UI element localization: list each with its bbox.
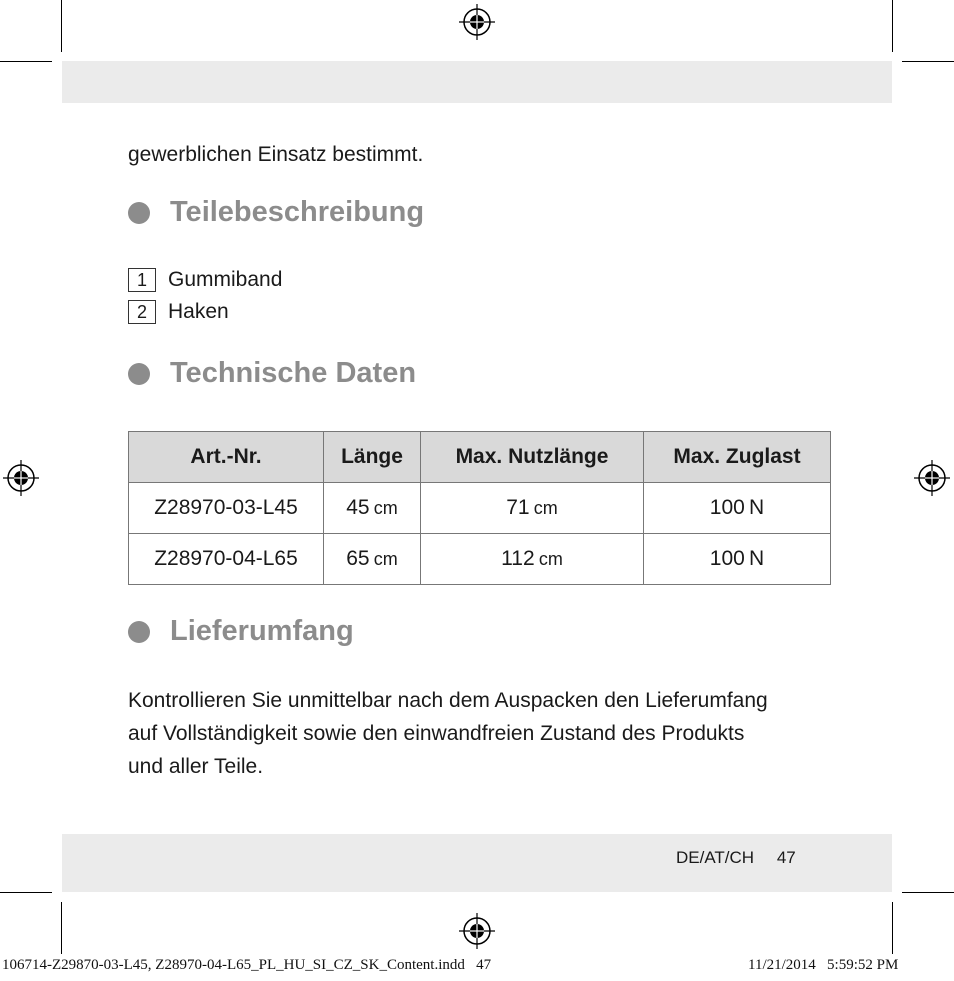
- part-label: Gummiband: [168, 268, 283, 291]
- part-number-box: 2: [128, 300, 156, 324]
- delivery-heading: [128, 615, 354, 648]
- crop-mark-bottom-right-v: [892, 902, 893, 954]
- cell-art-nr: Z28970-03-L45: [129, 483, 324, 534]
- delivery-line: Kontrollieren Sie unmittelbar nach dem Auspacken den Lieferumfang: [128, 689, 768, 712]
- cell-max-zuglast: 100 N: [644, 483, 831, 534]
- technical-heading-text: Technische Daten: [170, 357, 417, 389]
- crop-mark-bottom-left-v: [61, 902, 62, 954]
- cell-max-zuglast: 100 N: [644, 534, 831, 585]
- crop-mark-top-left-h: [0, 61, 52, 62]
- delivery-heading-text: Lieferumfang: [170, 615, 354, 647]
- table-row: [129, 483, 831, 534]
- footer-page-number: 47: [776, 848, 796, 867]
- part-number-box: 1: [128, 268, 156, 292]
- part-item: [128, 268, 282, 292]
- header-art-nr: Art.-Nr.: [129, 432, 324, 483]
- page-footer: [676, 848, 796, 868]
- print-slug-datetime: 11/21/2014 5:59:52 PM: [748, 957, 899, 973]
- registration-mark-top-icon: [459, 4, 495, 40]
- cell-laenge: 65 cm: [324, 534, 421, 585]
- cell-laenge: 45 cm: [324, 483, 421, 534]
- crop-mark-top-right-h: [902, 61, 954, 62]
- delivery-line: auf Vollständigkeit sowie den einwandfreien Zustand des Produkts: [128, 722, 745, 745]
- crop-mark-top-right-v: [892, 0, 893, 52]
- part-label: Haken: [168, 300, 229, 323]
- footer-lang: DE/AT/CH: [676, 848, 755, 867]
- header-max-zuglast: Max. Zuglast: [644, 432, 831, 483]
- registration-mark-right-icon: [914, 460, 950, 496]
- header-band: [62, 61, 892, 103]
- registration-mark-bottom-icon: [459, 913, 495, 949]
- table-row: [129, 534, 831, 585]
- crop-mark-top-left-v: [61, 0, 62, 52]
- technical-data-table: [128, 431, 831, 585]
- header-laenge: Länge: [324, 432, 421, 483]
- delivery-paragraph: [128, 684, 768, 783]
- print-slug-file: 106714-Z29870-03-L45, Z28970-04-L65_PL_HU_SI_CZ_SK_Content.indd 47: [2, 957, 492, 973]
- parts-heading: [128, 196, 424, 229]
- cell-art-nr: Z28970-04-L65: [129, 534, 324, 585]
- intro-text: gewerblichen Einsatz bestimmt.: [128, 143, 424, 166]
- crop-mark-bottom-left-h: [0, 892, 52, 893]
- technical-heading: [128, 357, 416, 390]
- heading-bullet-icon: [128, 621, 150, 643]
- parts-heading-text: Teilebeschreibung: [170, 196, 425, 228]
- cell-max-nutzlaenge: 112 cm: [421, 534, 644, 585]
- part-item: [128, 300, 229, 324]
- cell-max-nutzlaenge: 71 cm: [421, 483, 644, 534]
- header-max-nutzlaenge: Max. Nutzlänge: [421, 432, 644, 483]
- heading-bullet-icon: [128, 202, 150, 224]
- delivery-line: und aller Teile.: [128, 755, 264, 778]
- table-header-row: [129, 432, 831, 483]
- registration-mark-left-icon: [3, 460, 39, 496]
- heading-bullet-icon: [128, 363, 150, 385]
- crop-mark-bottom-right-h: [902, 892, 954, 893]
